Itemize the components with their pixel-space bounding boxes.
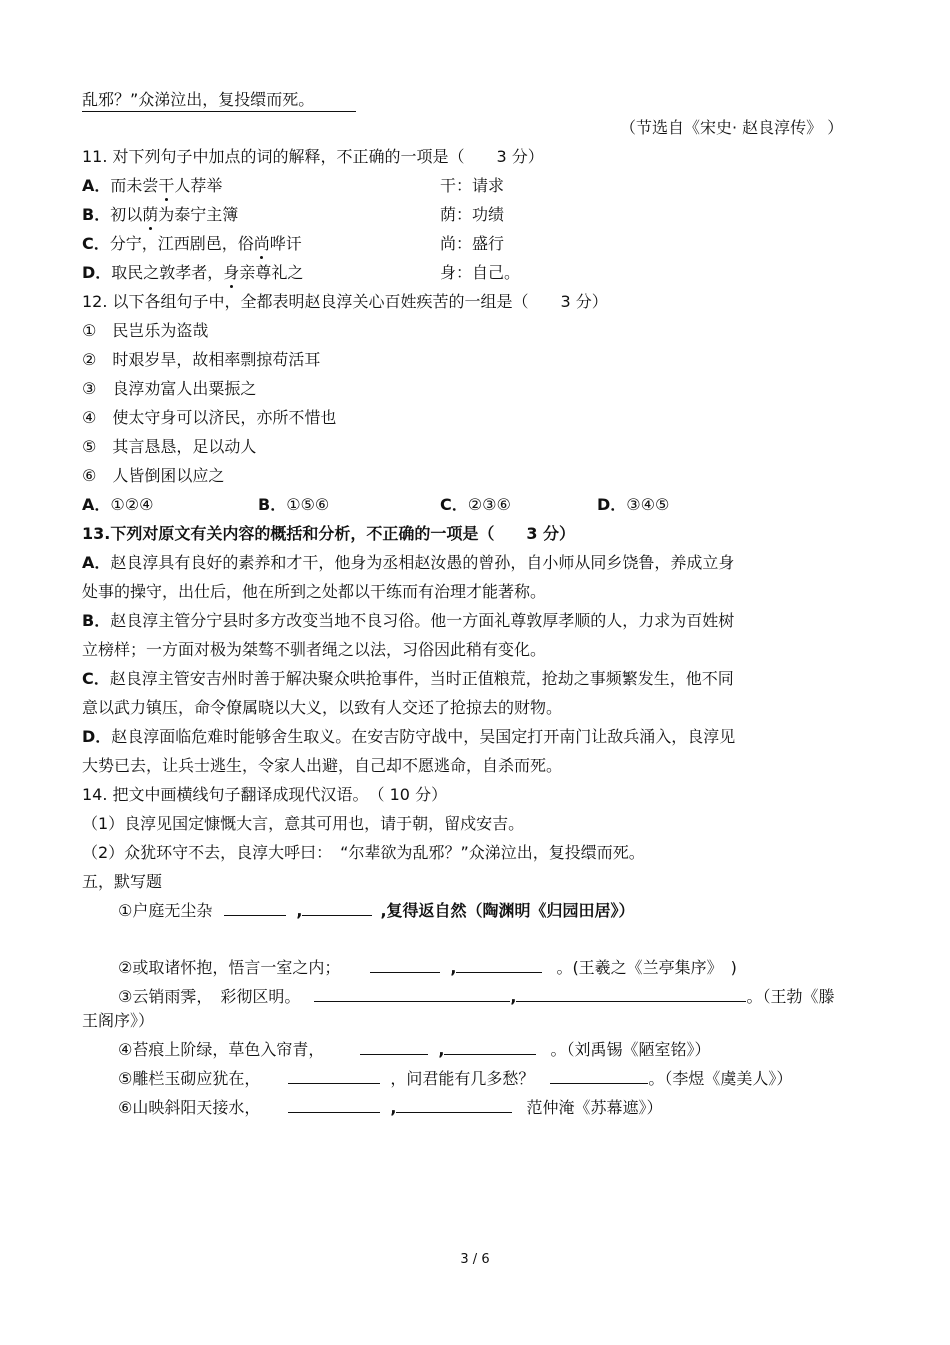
q13-option-d[interactable] [82,727,735,747]
prompt-text: 。（王勃《滕 [746,987,835,1006]
section5-title: 五，默写题 [82,872,163,891]
option-text: 赵良淳具有良好的素养和才干，他身为丞相赵汝愚的曾孙，自小师从同乡饶鲁，养成立身 [110,553,735,572]
prompt-text: ①户庭无尘杂 [118,901,213,920]
q14-sentence-2: （2）众犹环守不去，良淳大呼曰： “尔辈欲为乱邪？”众涕泣出，复投缳而死。 [82,843,645,862]
separator: , [438,1040,445,1059]
q13-stem: 13.下列对原文有关内容的概括和分析，不正确的一项是（ 3 分） [82,524,576,543]
q12-item: ④ 使太守身可以济民，亦所不惜也 [82,408,337,427]
option-label: B． [82,205,111,224]
separator: , [296,901,303,920]
q11-option-c[interactable] [82,234,302,254]
underlined-carry-line: 乱邪？”众涕泣出，复投缳而死。 [82,90,356,112]
option-text: 分宁，江西剧邑，俗 [109,234,254,253]
q13-option-c-cont: 意以武力镇压，命令僚属晓以大义，以致有人交还了抢掠去的财物。 [82,698,563,717]
q13-option-d-cont: 大势已去，让兵士逃生，令家人出避，自己却不愿逃命，自杀而死。 [82,756,563,775]
page-number: 3 / 6 [460,1252,490,1267]
separator: , [390,1098,397,1117]
q11-option-a[interactable] [82,176,222,196]
separator: , [450,958,457,977]
q14-sentence-1: （1）良淳见国定慷慨大言，意其可用也，请于朝，留戍安吉。 [82,814,525,833]
q11-gloss-c: 尚：盛行 [440,234,505,253]
option-label: A． [82,176,111,195]
q13-option-a-cont: 处事的操守，出仕后，他在所到之处都以干练而有治理才能著称。 [82,582,547,601]
dotted-word: 尚 [253,234,270,253]
q11-option-d[interactable] [82,263,303,283]
option-label: B． [258,495,287,514]
option-text: ①⑤⑥ [286,495,330,514]
option-text: 人荐举 [174,176,223,195]
prompt-text: 范仲淹《苏幕遮》） [526,1098,663,1117]
q12-item: ③ 良淳劝富人出粟振之 [82,379,257,398]
answer-blank[interactable] [302,901,372,916]
q12-stem: 12. 以下各组句子中，全都表明赵良淳关心百姓疾苦的一组是（ 3 分） [82,292,608,311]
option-label: A． [82,495,111,514]
q11-gloss-b: 荫：功绩 [440,205,505,224]
option-text: 赵良淳主管安吉州时善于解决聚众哄抢事件，当时正值粮荒，抢劫之事频繁发生，他不同 [109,669,734,688]
option-text: 取民之敦孝者， [111,263,224,282]
q13-option-b-cont: 立榜样；一方面对极为桀骜不驯者绳之以法，习俗因此稍有变化。 [82,640,547,659]
option-text: 亲尊礼之 [239,263,304,282]
option-text: 哗讦 [269,234,302,253]
dictation-line-3-cont: 王阁序》） [82,1011,155,1030]
prompt-text: ④苔痕上阶绿，草色入帘青， [118,1040,325,1059]
q12-choice-a[interactable] [82,495,153,515]
answer-blank[interactable] [444,1040,536,1055]
q13-option-b[interactable] [82,611,734,631]
answer-blank[interactable] [516,987,746,1002]
q12-item: ② 时艰岁旱，故相率剽掠苟活耳 [82,350,321,369]
prompt-text: ⑥山映斜阳天接水， [118,1098,261,1117]
q11-gloss-a: 干：请求 [440,176,505,195]
option-text: 为泰宁主簿 [158,205,239,224]
answer-blank[interactable] [550,1069,648,1084]
q12-item: ⑤ 其言恳恳，足以动人 [82,437,257,456]
option-label: D． [82,727,112,746]
answer-blank[interactable] [370,958,440,973]
option-text: ①②④ [110,495,154,514]
answer-blank[interactable] [314,987,510,1002]
dictation-line-4 [118,1040,710,1060]
separator: , [510,987,517,1006]
q11-gloss-d: 身：自己。 [440,263,521,282]
prompt-text: 。(王羲之《兰亭集序》 ) [556,958,737,977]
dotted-word: 荫 [142,205,159,224]
option-label: C． [82,234,110,253]
dictation-line-5 [118,1069,792,1089]
answer-blank[interactable] [288,1069,380,1084]
prompt-text: ⑤雕栏玉砌应犹在， [118,1069,261,1088]
option-text: 赵良淳主管分宁县时多方改变当地不良习俗。他一方面礼尊敦厚孝顺的人，力求为百姓树 [110,611,735,630]
option-text: ②③⑥ [467,495,511,514]
prompt-text: 。（刘禹锡《陋室铭》） [550,1040,711,1059]
q11-option-b[interactable] [82,205,238,225]
option-label: A． [82,553,111,572]
q12-item: ① 民岂乐为盗哉 [82,321,209,340]
dictation-line-3 [118,987,834,1007]
option-text: 而未尝 [110,176,159,195]
option-label: D． [597,495,627,514]
prompt-text: ③云销雨霁， 彩彻区明。 [118,987,301,1006]
dictation-line-6 [118,1098,662,1118]
option-label: D． [82,263,112,282]
q13-option-a[interactable] [82,553,734,573]
answer-blank[interactable] [224,901,286,916]
q13-option-c[interactable] [82,669,734,689]
option-text: 赵良淳面临危难时能够舍生取义。在安吉防守战中，吴国定打开南门让敌兵涌入，良淳见 [111,727,736,746]
answer-blank[interactable] [360,1040,428,1055]
answer-blank[interactable] [396,1098,512,1113]
option-text: ③④⑤ [626,495,670,514]
prompt-text: ②或取诸怀抱，悟言一室之内； [118,958,341,977]
q12-item: ⑥ 人皆倒囷以应之 [82,466,225,485]
source-citation: （节选自《宋史· 赵良淳传》 ） [620,118,844,137]
q12-choice-b[interactable] [258,495,329,515]
dictation-line-1 [118,901,635,921]
q12-choice-d[interactable] [597,495,669,515]
option-label: C． [82,669,110,688]
q11-stem: 11. 对下列句子中加点的词的解释，不正确的一项是（ 3 分） [82,147,544,166]
prompt-text: 。（李煜《虞美人》） [648,1069,793,1088]
prompt-text: ，问君能有几多愁？ [390,1069,535,1088]
option-label: C． [440,495,468,514]
dotted-word: 身 [223,263,240,282]
q14-stem: 14. 把文中画横线句子翻译成现代汉语。 （ 10 分） [82,785,448,804]
option-text: 初以 [110,205,143,224]
answer-blank[interactable] [288,1098,380,1113]
answer-blank[interactable] [456,958,542,973]
dotted-word: 干 [158,176,175,195]
dictation-line-2 [118,958,737,978]
option-label: B． [82,611,111,630]
prompt-text: ,复得返自然（陶渊明《归园田居》） [380,901,635,920]
q12-choice-c[interactable] [440,495,511,515]
